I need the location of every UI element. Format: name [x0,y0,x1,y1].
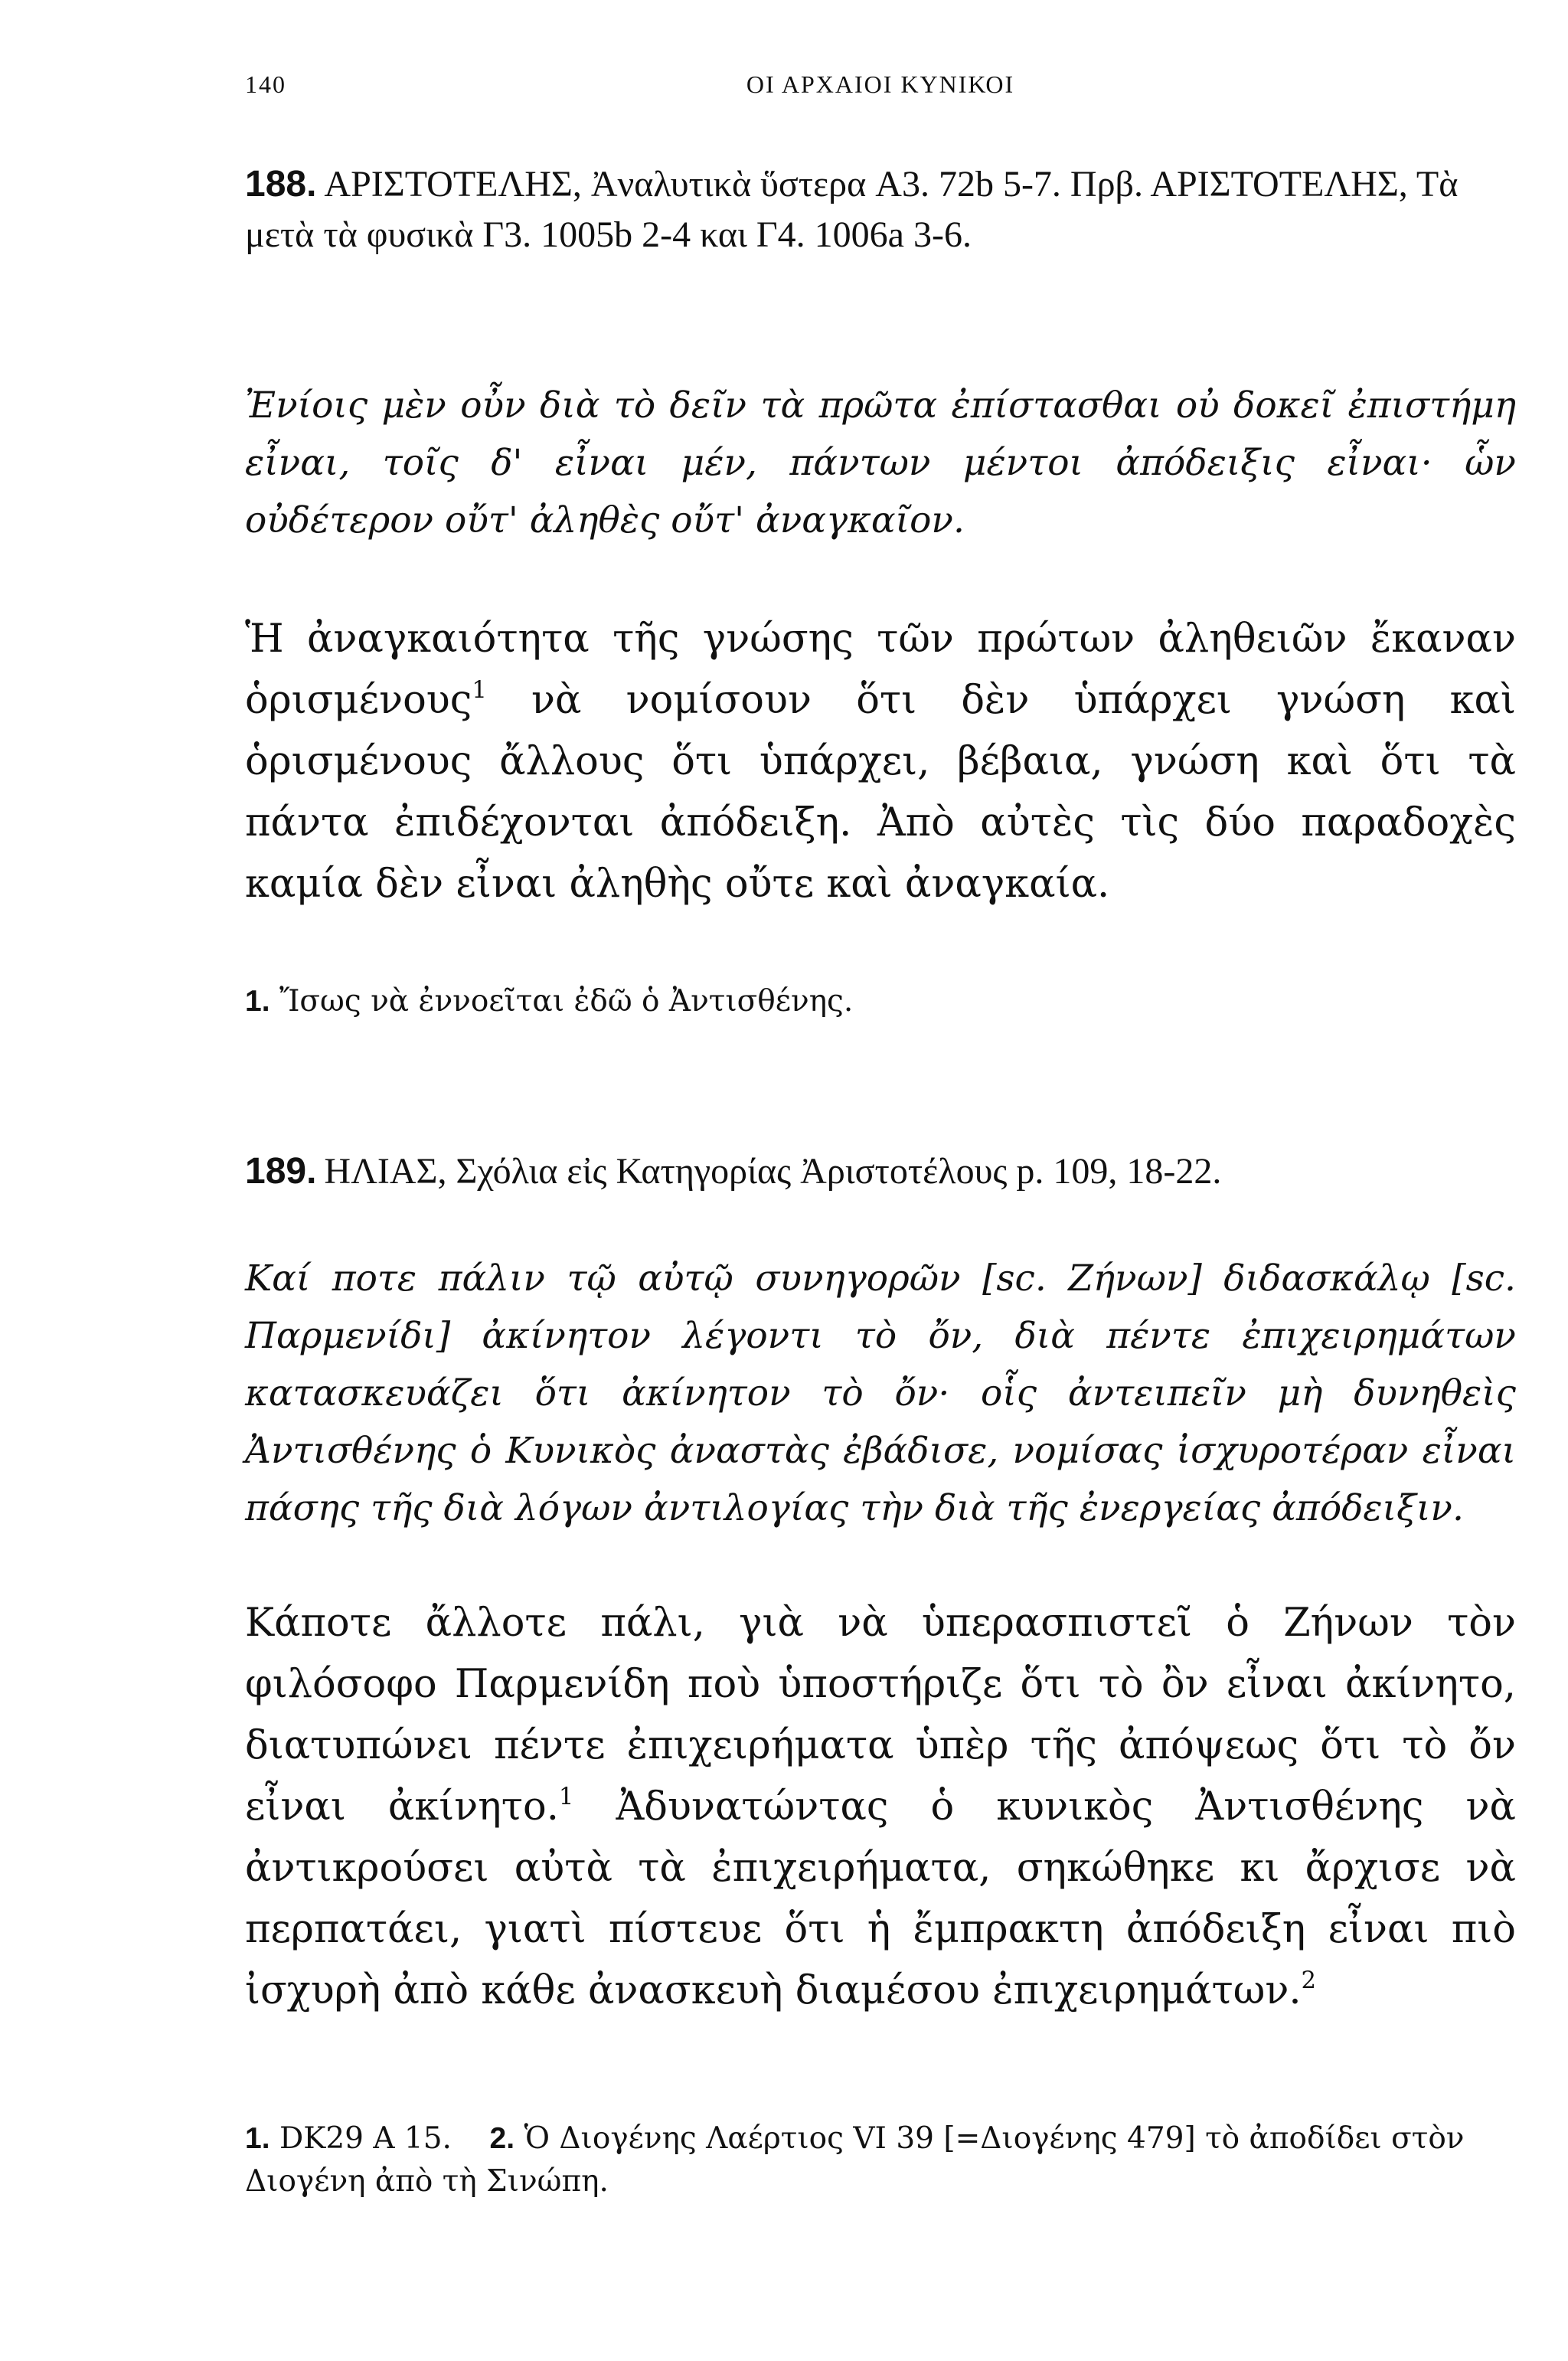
entry-189-translation-part2: Ἀδυνατώντας ὁ κυνικὸς Ἀντισθένης νὰ ἀντικρούσει αὐτὰ τὰ ἐπιχειρήματα, σηκώθηκε κι ἄρχισε νὰ περπατάει, γιατὶ πίστευε ὅτι ἡ ἔμπρακτη ἀπόδειξη εἶναι πιὸ ἰσχυρὴ ἀπὸ κάθε ἀνασκευὴ διαμέσου ἐπιχειρημάτων. [245,1784,1516,2013]
footnote-text: DK29 A 15. [279,2121,452,2156]
entry-188-number: 188. [245,164,317,204]
entry-188-heading [245,159,1516,260]
entry-188-original-text: Ἐνίοις μὲν οὖν διὰ τὸ δεῖν τὰ πρῶτα ἐπίστασθαι οὐ δοκεῖ ἐπιστήμη εἶναι, τοῖς δ' εἶναι μέν, πάντων μέντοι ἀπόδειξις εἶναι· ὧν οὐδέτερον οὔτ' ἀληθὲς οὔτ' ἀναγκαῖον. [245,384,1516,541]
entry-189-source: ΗΛΙΑΣ, Σχόλια εἰς Κατηγορίας Ἀριστοτέλους p. 109, 18-22. [324,1151,1222,1192]
footnote-ref-1: 1 [558,1784,574,1811]
entry-188-translation-part2: νὰ νομίσουν ὅτι δὲν ὑπάρχει γνώση καὶ ὁρισμένους ἄλλους ὅτι ὑπάρχει, βέβαια, γνώση καὶ ὅτι τὰ πάντα ἐπιδέχονται ἀπόδειξη. Ἀπὸ αὐτὲς τὶς δύο παραδοχὲς καμία δὲν εἶναι ἀληθὴς οὔτε καὶ ἀναγκαία. [245,678,1516,907]
entry-189-heading [245,1146,1516,1197]
footnote-ref-2: 2 [1301,1967,1317,1995]
entry-189-number: 189. [245,1151,317,1192]
footnote-text: Ὁ Διογένης Λαέρτιος VI 39 [=Διογένης 479] τὸ ἀποδίδει στὸν Διογένη ἀπὸ τὴ Σινώπη. [245,2121,1465,2199]
footnote-number: 2. [489,2122,515,2155]
entry-188-translation [245,609,1516,915]
footnote-number: 1. [245,985,270,1018]
footnote-number: 1. [245,2122,270,2155]
footnote-text: Ἴσως νὰ ἐννοεῖται ἐδῶ ὁ Ἀντισθένης. [279,984,854,1019]
entry-189-translation-part1: Κάποτε ἄλλοτε πάλι, γιὰ νὰ ὑπερασπιστεῖ ὁ Ζήνων τὸν φιλόσοφο Παρμενίδη ποὺ ὑποστήριζε ὅτι τὸ ὂν εἶναι ἀκίνητο, διατυπώνει πέντε ἐπιχειρήματα ὑπὲρ τῆς ἀπόψεως ὅτι τὸ ὄν εἶναι ἀκίνητο. [245,1601,1516,1830]
entry-188-source: ΑΡΙΣΤΟΤΕΛΗΣ, Ἀναλυτικὰ ὕστερα A3. 72b 5-7. Πρβ. ΑΡΙΣΤΟΤΕΛΗΣ, Τὰ μετὰ τὰ φυσικὰ Γ3. 1005b 2-4 και Γ4. 1006a 3-6. [245,164,1459,255]
running-header [245,70,1516,101]
page-number: 140 [245,70,286,98]
entry-189-footnotes [245,2117,1516,2203]
entry-189-original-text: Καί ποτε πάλιν τῷ αὐτῷ συνηγορῶν [sc. Ζήνων] διδασκάλῳ [sc. Παρμενίδι] ἀκίνητον λέγοντι τὸ ὄν, διὰ πέντε ἐπιχειρημάτων κατασκευάζει ὅτι ἀκίνητον τὸ ὄν· οἷς ἀντειπεῖν μὴ δυνηθεὶς Ἀντισθένης ὁ Κυνικὸς ἀναστὰς ἐβάδισε, νομίσας ἰσχυροτέραν εἶναι πάσης τῆς διὰ λόγων ἀντιλογίας τὴν διὰ τῆς ἐνεργείας ἀπόδειξιν. [245,1257,1516,1529]
entry-188-footnote [245,980,1516,1023]
running-title: ΟΙ ΑΡΧΑΙΟΙ ΚΥΝΙΚΟΙ [746,70,1015,98]
footnote-ref-1: 1 [472,677,487,705]
entry-188-translation-part1: Ἡ ἀναγκαιότητα τῆς γνώσης τῶν πρώτων ἀληθειῶν ἔκαναν ὁρισμένους [245,616,1516,723]
entry-189-translation [245,1593,1516,2022]
